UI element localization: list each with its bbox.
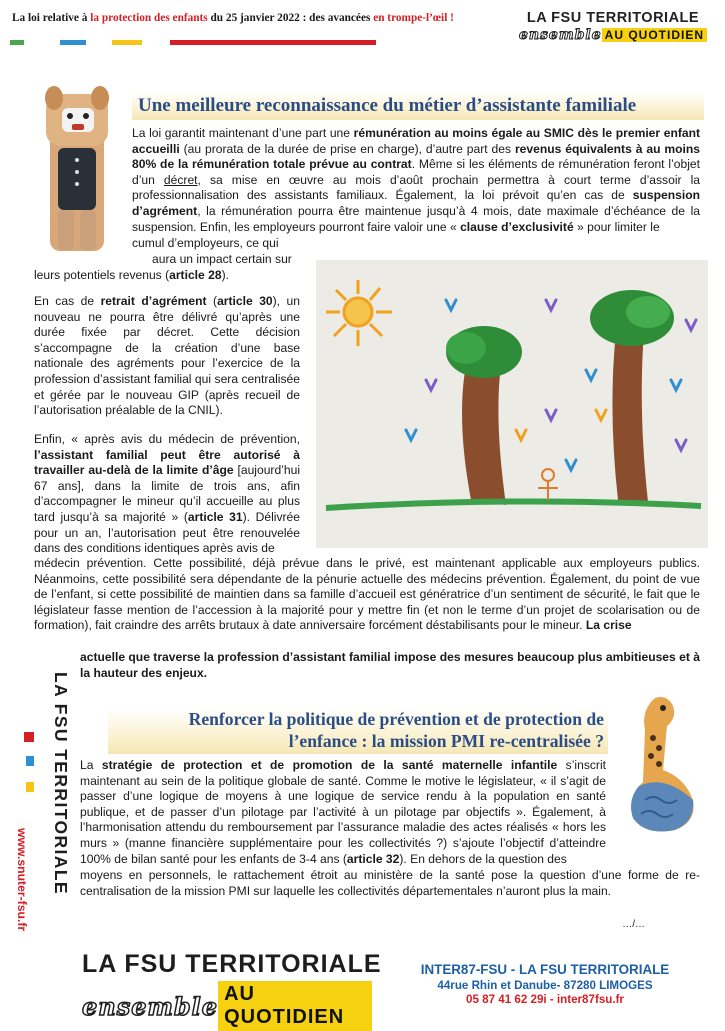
vertical-bar-red	[26, 732, 34, 742]
section2-paragraph: La stratégie de protection et de promotion de la santé maternelle infantile s’inscrit maintenant au sein de la politique globale de santé. Comme le motive le législateur, « il s’agit de passer d’une logique de moyens à une logique de service rendu à la population en santé publique, et de passer d’un pilotage par l’activité à un pilotage par objectifs ». Également, à l’harmonisation attendu du remboursement par l’assurance maladie des actes réalisés « hors les murs » (manne financière supplémentaire pour les collectivités ?) s’ajoute l’objectif d’atteindre 100% de bilan santé pour les enfants de 3-4 ans (article 32). En dehors de la question des	[80, 758, 606, 866]
brand-tagline-ensemble-footer: ensemble	[82, 991, 219, 1021]
vertical-bar-yellow	[26, 782, 34, 792]
brand-tagline-ensemble: ensemble	[518, 27, 602, 43]
section1-paragraph-1-line-b: aura un impact certain sur	[152, 252, 292, 266]
brand-tagline-quotidien: AU QUOTIDIEN	[602, 28, 707, 42]
footer-contact	[400, 962, 690, 1006]
section1-paragraph-3: Enfin, « après avis du médecin de prévention, l’assistant familial peut être autorisé à travailler au-delà de la limite d’âge [aujourd’hui 67 ans], dans la limite de trois ans, afin d’accompagner le mineur qu’il accueille au plus tard jusqu’à sa majorité » (article 31). Délivrée pour un an, l’autorisation peut être renouvelée dans des conditions identiques après avis de	[34, 432, 301, 556]
section1-title: Une meilleure reconnaissance du métier d’assistante familiale	[132, 92, 704, 120]
vertical-brand-logo	[38, 672, 71, 938]
section1-conclusion: actuelle que traverse la profession d’assistant familial impose des mesures beaucoup plus ambitieuses et à la hauteur des enjeux.	[80, 650, 700, 680]
brand-logo-bottom	[82, 950, 382, 1031]
footer-address: 44rue Rhin et Danube- 87280 LIMOGES	[437, 979, 653, 992]
vertical-brand-text: LA FSU TERRITORIALE	[51, 672, 71, 895]
brand-tagline-quotidien-footer: AU QUOTIDIEN	[218, 981, 372, 1031]
header-bar-blue	[60, 40, 86, 45]
vertical-bar-blue	[26, 756, 34, 766]
section1-paragraph-1-line-a: cumul d’employeurs, ce qui	[132, 236, 279, 250]
vertical-website-url	[14, 828, 32, 1000]
header-bar-yellow	[112, 40, 142, 45]
continuation-marker: …/…	[622, 919, 645, 930]
brand-name-footer: LA FSU TERRITORIALE	[82, 950, 382, 978]
document-header-title: La loi relative à la protection des enfants du 25 janvier 2022 : des avancées en trompe-l’œil !	[12, 12, 454, 24]
footer-org-name: INTER87-FSU - LA FSU TERRITORIALE	[420, 962, 670, 977]
wooden-dog-toy-image	[40, 86, 114, 256]
website-url-text: www.snuter-fsu.fr	[15, 828, 29, 932]
header-bar-red	[170, 40, 376, 45]
brand-name: LA FSU TERRITORIALE	[526, 10, 700, 26]
section2-paragraph-continued: moyens en personnels, le rattachement étroit au ministère de la santé pose la question d’une forme de re-centralisation de la mission PMI sur laquelle les collectivités départementales n’auront plus la main.	[80, 868, 700, 898]
footer-phone-web: 05 87 41 62 29i - inter87fsu.fr	[466, 993, 624, 1006]
section1-paragraph-3-continued: médecin prévention. Cette possibilité, déjà prévue dans le privé, est maintenant applicable aux employeurs publics. Néanmoins, cette possibilité sera dépendante de la pénurie actuelle des médecins prévention. Également, du point de vue de l’enfant, si cette possibilité de maintien dans sa famille d’accueil est génératrice d’un sentiment de sécurité, le fait que le législateur fasse mention de l’accession à la majorité pour y mettre fin (et non le terme d’un projet de scolarisation ou de formation), fait craindre des arrêts brutaux à date anniversaire forcément déstabilisants pour le mineur. La crise	[34, 556, 700, 633]
section2-title: Renforcer la politique de prévention et de protection de l’enfance : la mission PMI re-centralisée ?	[108, 708, 608, 754]
header-bar-green	[10, 40, 24, 45]
section1-paragraph-1: La loi garantit maintenant d’une part une rémunération au moins égale au SMIC dès le premier enfant accueilli (au prorata de la durée de prise en charge), d’autre part des revenus équivalents à au moins 80% de la rémunération totale prévue au contrat. Même si les éléments de rémunération feront l’objet d’un décret, sa mise en œuvre au mois d’août prochain permettra à court terme d’assoir la professionnalisation des assistants familiaux. Également, la loi prévoit qu’en cas de suspension d’agrément, la rémunération pourra être maintenue jusqu’à 4 mois, date maximale d’échéance de la suspension. Enfin, les employeurs pourront faire valoir une « clause d’exclusivité » pour limiter le	[132, 126, 701, 234]
section1-paragraph-2: En cas de retrait d’agrément (article 30), un nouveau ne pourra être délivré qu’après une durée fixée par décret. Cette décision s’accompagne de la création d’une base nationale des agréments pour l’exercice de la profession d’assistant familial qui sera centralisée et gérée par le nouveau GIP (après recueil de l’autorisation préalable de la CNIL).	[34, 294, 300, 418]
brand-logo-top	[519, 10, 707, 43]
child-drawing-trees-image	[316, 260, 708, 548]
wooden-giraffe-toy-image	[615, 690, 705, 840]
section1-paragraph-1-line-c: leurs potentiels revenus (article 28).	[34, 268, 229, 282]
